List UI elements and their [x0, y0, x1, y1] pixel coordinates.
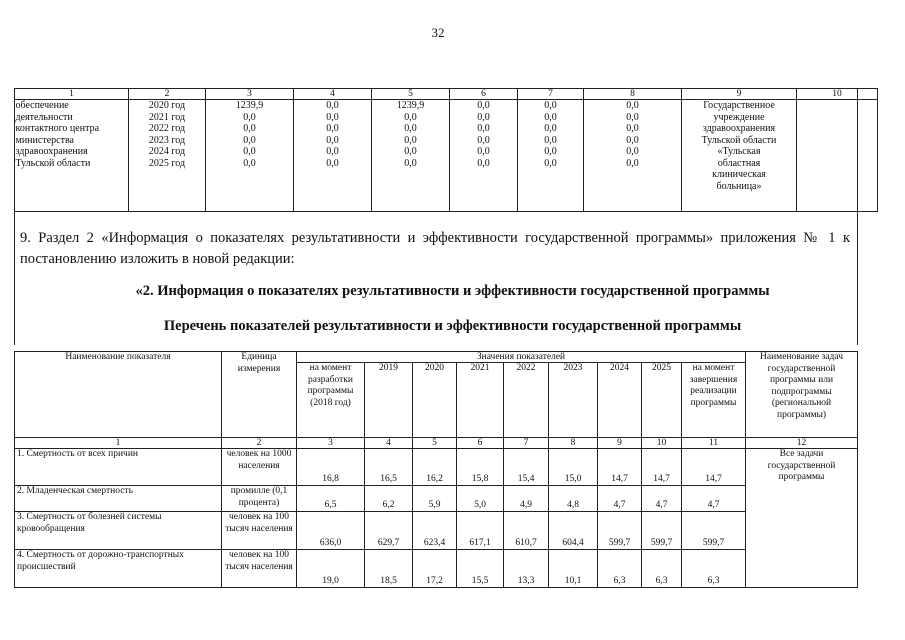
col-number: 9 — [598, 438, 642, 449]
value-cell: 18,5 — [365, 550, 413, 588]
value-cell: 4,7 — [682, 486, 746, 512]
col-number: 3 — [297, 438, 365, 449]
col10-cell — [797, 100, 878, 212]
col-header: 5 — [372, 89, 450, 100]
value-cell: 6,5 — [297, 486, 365, 512]
col-header: 3 — [206, 89, 294, 100]
value-cell: 4,7 — [642, 486, 682, 512]
col-number: 6 — [457, 438, 504, 449]
indicator-name: 3. Смертность от болезней системы кровообращения — [15, 512, 222, 550]
value-cell: 599,7 — [682, 512, 746, 550]
value-cell: 4,8 — [549, 486, 598, 512]
value-cell: 629,7 — [365, 512, 413, 550]
header-unit: Единица измерения — [222, 352, 297, 438]
indicator-name: 2. Младенческая смертность — [15, 486, 222, 512]
col-number: 2 — [222, 438, 297, 449]
col7-cell: 0,0 0,0 0,0 0,0 0,0 0,0 — [518, 100, 584, 212]
executor-cell: Государственное учреждение здравоохранения Тульской области «Тульская областная клиническая больница» — [682, 100, 797, 212]
value-cell: 4,7 — [598, 486, 642, 512]
value-cell: 623,4 — [413, 512, 457, 550]
value-cell: 6,3 — [642, 550, 682, 588]
col-header: 9 — [682, 89, 797, 100]
value-cell: 617,1 — [457, 512, 504, 550]
value-cell: 16,8 — [297, 449, 365, 486]
value-cell: 13,3 — [504, 550, 549, 588]
header-tasks: Наименование задач государственной программы или подпрограммы (региональной программы) — [746, 352, 858, 438]
value-cell: 6,3 — [598, 550, 642, 588]
frame-line-left — [14, 88, 15, 345]
col4-cell: 0,0 0,0 0,0 0,0 0,0 0,0 — [294, 100, 372, 212]
list-heading: Перечень показателей результативности и эффективности государственной программы — [163, 318, 742, 334]
frame-line-right — [857, 88, 858, 345]
col-header: 2 — [129, 89, 206, 100]
col5-cell: 1239,9 0,0 0,0 0,0 0,0 0,0 — [372, 100, 450, 212]
col-number: 4 — [365, 438, 413, 449]
indicator-unit: человек на 100 тысяч населения — [222, 550, 297, 588]
value-cell: 15,8 — [457, 449, 504, 486]
value-cell: 5,0 — [457, 486, 504, 512]
value-cell: 604,4 — [549, 512, 598, 550]
col8-cell: 0,0 0,0 0,0 0,0 0,0 0,0 — [584, 100, 682, 212]
col-header: 8 — [584, 89, 682, 100]
finance-table — [14, 88, 878, 212]
header-start: на момент разработки программы (2018 год) — [297, 363, 365, 438]
header-year: 2025 — [642, 363, 682, 438]
header-indicator-name: Наименование показателя — [15, 352, 222, 438]
value-cell: 636,0 — [297, 512, 365, 550]
indicators-table — [14, 351, 858, 588]
header-year: 2021 — [457, 363, 504, 438]
value-cell: 15,4 — [504, 449, 549, 486]
value-cell: 14,7 — [682, 449, 746, 486]
col-number: 7 — [504, 438, 549, 449]
indicator-name: 1. Смертность от всех причин — [15, 449, 222, 486]
value-cell: 14,7 — [598, 449, 642, 486]
col-number: 1 — [15, 438, 222, 449]
indicator-unit: человек на 1000 населения — [222, 449, 297, 486]
table-row — [15, 512, 858, 550]
table-row — [15, 486, 858, 512]
header-year: 2023 — [549, 363, 598, 438]
tasks-cell: Все задачи государственной программы — [746, 449, 858, 588]
value-cell: 6,2 — [365, 486, 413, 512]
amendment-paragraph: 9. Раздел 2 «Информация о показателях результативности и эффективности государственной программы» приложения № 1 к постановлению изложить в новой редакции: — [20, 230, 850, 267]
value-cell: 15,5 — [457, 550, 504, 588]
value-cell: 14,7 — [642, 449, 682, 486]
col3-cell: 1239,9 0,0 0,0 0,0 0,0 0,0 — [206, 100, 294, 212]
col-header: 10 — [797, 89, 878, 100]
value-cell: 16,5 — [365, 449, 413, 486]
indicator-unit: промилле (0,1 процента) — [222, 486, 297, 512]
col-number: 10 — [642, 438, 682, 449]
header-year: 2024 — [598, 363, 642, 438]
value-cell: 610,7 — [504, 512, 549, 550]
header-values: Значения показателей — [297, 352, 746, 363]
table-row — [15, 550, 858, 588]
col-header: 7 — [518, 89, 584, 100]
measure-name: обеспечение деятельности контактного центра министерства здравоохранения Тульской области — [15, 100, 129, 212]
col-header: 1 — [15, 89, 129, 100]
value-cell: 15,0 — [549, 449, 598, 486]
value-cell: 19,0 — [297, 550, 365, 588]
col-number: 12 — [746, 438, 858, 449]
header-end: на момент завершения реализации программы — [682, 363, 746, 438]
header-year: 2022 — [504, 363, 549, 438]
col-number: 8 — [549, 438, 598, 449]
section-heading: «2. Информация о показателях результативности и эффективности государственной программы — [135, 283, 770, 299]
col-header: 6 — [450, 89, 518, 100]
col6-cell: 0,0 0,0 0,0 0,0 0,0 0,0 — [450, 100, 518, 212]
header-year: 2019 — [365, 363, 413, 438]
indicator-name: 4. Смертность от дорожно-транспортных происшествий — [15, 550, 222, 588]
value-cell: 599,7 — [598, 512, 642, 550]
col-number: 11 — [682, 438, 746, 449]
value-cell: 6,3 — [682, 550, 746, 588]
col-header: 4 — [294, 89, 372, 100]
indicator-unit: человек на 100 тысяч населения — [222, 512, 297, 550]
page-number: 32 — [431, 25, 445, 40]
value-cell: 4,9 — [504, 486, 549, 512]
value-cell: 599,7 — [642, 512, 682, 550]
value-cell: 5,9 — [413, 486, 457, 512]
table-row — [15, 449, 858, 486]
col-number: 5 — [413, 438, 457, 449]
header-year: 2020 — [413, 363, 457, 438]
years-cell: 2020 год 2021 год 2022 год 2023 год 2024 год 2025 год — [129, 100, 206, 212]
value-cell: 16,2 — [413, 449, 457, 486]
value-cell: 17,2 — [413, 550, 457, 588]
value-cell: 10,1 — [549, 550, 598, 588]
